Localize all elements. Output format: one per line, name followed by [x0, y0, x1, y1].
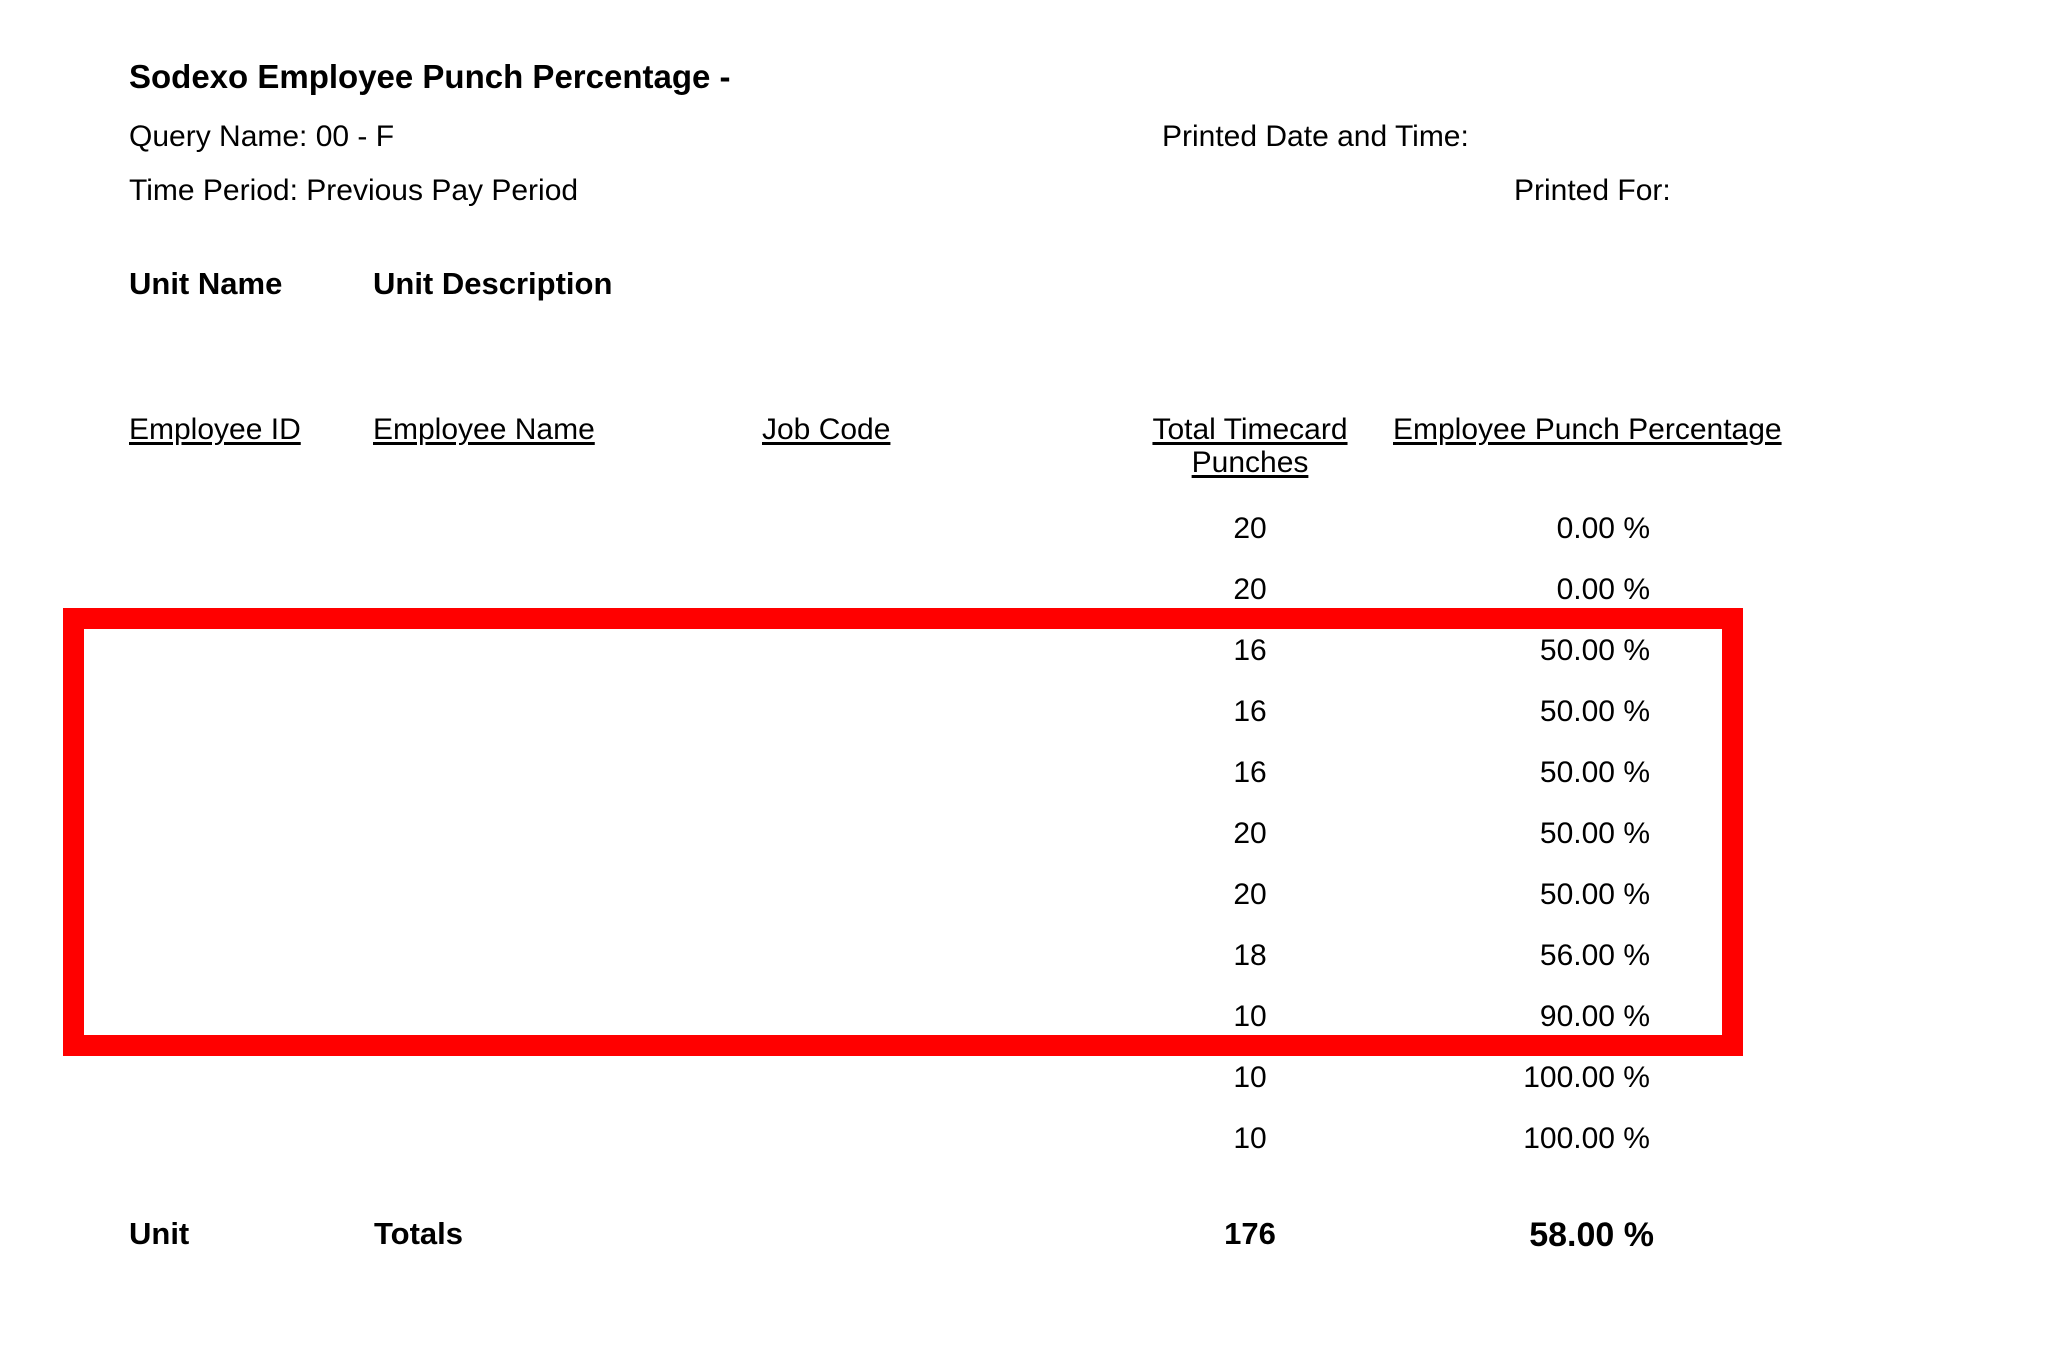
row-total-punches: 10: [1233, 1061, 1267, 1094]
row-total-punches: 20: [1233, 817, 1267, 850]
row-punch-percentage: 50.00 %: [1539, 878, 1650, 911]
unit-totals-label: Unit: [129, 1216, 190, 1251]
row-punch-percentage: 100.00 %: [1523, 1122, 1650, 1155]
row-total-punches: 10: [1233, 1000, 1267, 1033]
unit-name-header: Unit Name: [129, 266, 283, 301]
row-punch-percentage: 50.00 %: [1539, 817, 1650, 850]
row-punch-percentage: 0.00 %: [1556, 512, 1650, 545]
row-total-punches: 20: [1233, 512, 1267, 545]
employee-name-column-header: Employee Name: [373, 413, 595, 446]
total-punches-column-header-line1: Total Timecard: [1152, 413, 1348, 446]
unit-description-header: Unit Description: [373, 266, 613, 301]
total-punches-value: 176: [1224, 1216, 1276, 1251]
row-punch-percentage: 50.00 %: [1539, 634, 1650, 667]
row-punch-percentage: 56.00 %: [1539, 939, 1650, 972]
report-title: Sodexo Employee Punch Percentage -: [129, 58, 731, 95]
row-total-punches: 18: [1233, 939, 1267, 972]
row-punch-percentage: 0.00 %: [1556, 573, 1650, 606]
total-percentage-value: 58.00 %: [1529, 1216, 1654, 1254]
query-name: Query Name: 00 - F: [129, 120, 395, 153]
printed-for-label: Printed For:: [1514, 174, 1671, 207]
punch-percentage-column-header: Employee Punch Percentage: [1393, 413, 1782, 446]
highlight-annotation-box: [63, 608, 1743, 1056]
total-punches-column-header-line2: Punches: [1191, 446, 1309, 479]
totals-label: Totals: [374, 1216, 463, 1251]
row-total-punches: 20: [1233, 573, 1267, 606]
row-punch-percentage: 100.00 %: [1523, 1061, 1650, 1094]
row-total-punches: 16: [1233, 695, 1267, 728]
row-total-punches: 20: [1233, 878, 1267, 911]
time-period: Time Period: Previous Pay Period: [129, 174, 579, 207]
row-total-punches: 16: [1233, 634, 1267, 667]
row-total-punches: 10: [1233, 1122, 1267, 1155]
printed-date-label: Printed Date and Time:: [1162, 120, 1469, 153]
row-punch-percentage: 90.00 %: [1539, 1000, 1650, 1033]
employee-id-column-header: Employee ID: [129, 413, 301, 446]
row-total-punches: 16: [1233, 756, 1267, 789]
job-code-column-header: Job Code: [762, 413, 891, 446]
row-punch-percentage: 50.00 %: [1539, 756, 1650, 789]
row-punch-percentage: 50.00 %: [1539, 695, 1650, 728]
